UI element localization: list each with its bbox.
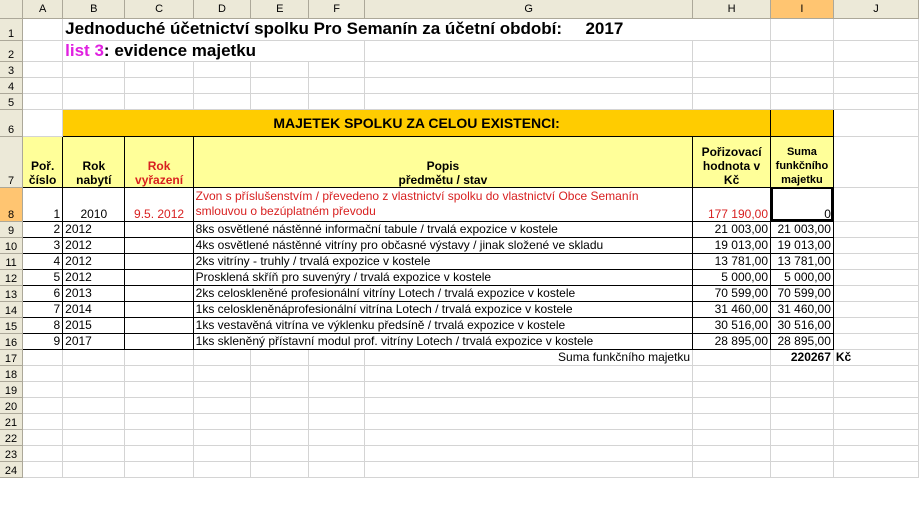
select-all-corner[interactable]: [0, 0, 23, 18]
cell-number[interactable]: 4: [23, 253, 63, 269]
header-popis[interactable]: [193, 136, 693, 187]
cell-value[interactable]: 177 190,00: [693, 187, 771, 221]
cell-number[interactable]: 7: [23, 301, 63, 317]
cell-removed[interactable]: [125, 301, 193, 317]
row-header[interactable]: 16: [0, 333, 23, 349]
row-header[interactable]: 6: [0, 109, 23, 136]
cell-value[interactable]: 21 003,00: [693, 221, 771, 237]
sheet-subtitle[interactable]: [63, 40, 365, 61]
column-header-i[interactable]: I: [771, 0, 834, 18]
header-suma[interactable]: Suma funkčního majetku: [771, 136, 834, 187]
row-header[interactable]: 13: [0, 285, 23, 301]
cell-sum[interactable]: 13 781,00: [771, 253, 834, 269]
title-year: 2017: [585, 19, 624, 38]
cell-description[interactable]: Prosklená skříň pro suvenýry / trvalá expozice v kostele: [193, 269, 693, 285]
cell-number[interactable]: 9: [23, 333, 63, 349]
cell-removed[interactable]: 9.5. 2012: [125, 187, 193, 221]
cell-value[interactable]: 70 599,00: [693, 285, 771, 301]
cell-value[interactable]: 30 516,00: [693, 317, 771, 333]
total-currency[interactable]: Kč: [833, 349, 918, 365]
column-header-a[interactable]: A: [23, 0, 63, 18]
cell-description[interactable]: 2ks celoskleněné profesionální vitríny Lotech / trvalá expozice v kostele: [193, 285, 693, 301]
cell-year[interactable]: 2014: [63, 301, 125, 317]
cell-description[interactable]: 4ks osvětlené nástěnné vitríny pro občasné výstavy / jinak složené ve skladu: [193, 237, 693, 253]
total-value[interactable]: 220267: [771, 349, 834, 365]
cell-sum[interactable]: 5 000,00: [771, 269, 834, 285]
cell-number[interactable]: 8: [23, 317, 63, 333]
header-rok-vyrazeni[interactable]: Rok vyřazení: [125, 136, 193, 187]
column-header-g[interactable]: G: [365, 0, 693, 18]
header-popis-line2: předmětu / stav: [398, 172, 488, 187]
row-header[interactable]: 21: [0, 413, 23, 429]
column-header-e[interactable]: E: [251, 0, 309, 18]
cell-description[interactable]: Zvon s příslušenstvím / převedeno z vlastnictví spolku do vlastnictví Obce Semanín smlouvou o bezúplatném převodu: [193, 187, 693, 221]
row-header[interactable]: 17: [0, 349, 23, 365]
header-rok-nabyti[interactable]: Rok nabytí: [63, 136, 125, 187]
cell-description[interactable]: 1ks celoskleněnáprofesionální vitrína Lotech / trvalá expozice v kostele: [193, 301, 693, 317]
row-header[interactable]: 15: [0, 317, 23, 333]
cell-sum[interactable]: 30 516,00: [771, 317, 834, 333]
row-header[interactable]: 20: [0, 397, 23, 413]
cell-sum[interactable]: 31 460,00: [771, 301, 834, 317]
row-header[interactable]: 8: [0, 187, 23, 221]
sheet-title-label: evidence majetku: [114, 40, 257, 60]
cell-year[interactable]: 2012: [63, 269, 125, 285]
cell-sum[interactable]: 28 895,00: [771, 333, 834, 349]
cell-number[interactable]: 6: [23, 285, 63, 301]
cell-removed[interactable]: [125, 253, 193, 269]
sheet-title[interactable]: [63, 18, 771, 40]
row-header[interactable]: 14: [0, 301, 23, 317]
cell-sum[interactable]: 70 599,00: [771, 285, 834, 301]
cell-description[interactable]: 1ks skleněný přístavní modul prof. vitríny Lotech / trvalá expozice v kostele: [193, 333, 693, 349]
row-header[interactable]: 5: [0, 93, 23, 109]
cell-sum[interactable]: 21 003,00: [771, 221, 834, 237]
cell-sum-selected[interactable]: 0: [771, 187, 834, 221]
column-header-b[interactable]: B: [63, 0, 125, 18]
column-header-c[interactable]: C: [125, 0, 193, 18]
row-header[interactable]: 22: [0, 429, 23, 445]
cell-value[interactable]: 31 460,00: [693, 301, 771, 317]
cell-value[interactable]: 5 000,00: [693, 269, 771, 285]
cell-removed[interactable]: [125, 333, 193, 349]
cell-description[interactable]: 2ks vitríny - truhly / trvalá expozice v kostele: [193, 253, 693, 269]
header-porizovaci-hodnota[interactable]: Pořizovací hodnota v Kč: [693, 136, 771, 187]
row-header[interactable]: 19: [0, 381, 23, 397]
cell-description[interactable]: 1ks vestavěná vitrína ve výklenku předsíně / trvalá expozice v kostele: [193, 317, 693, 333]
cell-year[interactable]: 2012: [63, 253, 125, 269]
row-header[interactable]: 23: [0, 445, 23, 461]
cell-value[interactable]: 19 013,00: [693, 237, 771, 253]
row-header[interactable]: 9: [0, 221, 23, 237]
banner-cell[interactable]: MAJETEK SPOLKU ZA CELOU EXISTENCI:: [63, 109, 771, 136]
total-label[interactable]: Suma funkčního majetku: [365, 349, 693, 365]
column-header-d[interactable]: D: [193, 0, 251, 18]
cell-year[interactable]: 2017: [63, 333, 125, 349]
cell-sum[interactable]: 19 013,00: [771, 237, 834, 253]
cell-removed[interactable]: [125, 221, 193, 237]
row-header[interactable]: 1: [0, 18, 23, 40]
column-header-j[interactable]: J: [833, 0, 918, 18]
row-header[interactable]: 12: [0, 269, 23, 285]
row-header[interactable]: 4: [0, 77, 23, 93]
column-header-f[interactable]: F: [309, 0, 365, 18]
cell-year[interactable]: 2010: [63, 187, 125, 221]
sheet-colon: :: [103, 40, 110, 60]
row-header[interactable]: 3: [0, 61, 23, 77]
cell-value[interactable]: 28 895,00: [693, 333, 771, 349]
cell-number[interactable]: 1: [23, 187, 63, 221]
row-header[interactable]: 2: [0, 40, 23, 61]
cell-year[interactable]: 2015: [63, 317, 125, 333]
cell-number[interactable]: 5: [23, 269, 63, 285]
header-por-cislo[interactable]: Poř. číslo: [23, 136, 63, 187]
cell-removed[interactable]: [125, 237, 193, 253]
cell-removed[interactable]: [125, 269, 193, 285]
title-text: Jednoduché účetnictví spolku Pro Semanín za účetní období:: [65, 19, 562, 38]
cell-value[interactable]: 13 781,00: [693, 253, 771, 269]
row-header[interactable]: 24: [0, 461, 23, 477]
banner-cell-i[interactable]: [771, 109, 834, 136]
cell-removed[interactable]: [125, 317, 193, 333]
cell-year[interactable]: 2012: [63, 221, 125, 237]
cell-number[interactable]: 2: [23, 221, 63, 237]
cell-year[interactable]: 2012: [63, 237, 125, 253]
row-header[interactable]: 18: [0, 365, 23, 381]
cell-description[interactable]: 8ks osvětlené nástěnné informační tabule / trvalá expozice v kostele: [193, 221, 693, 237]
row-header[interactable]: 10: [0, 237, 23, 253]
cell-year[interactable]: 2013: [63, 285, 125, 301]
header-popis-line1: Popis: [426, 158, 460, 173]
cell-number[interactable]: 3: [23, 237, 63, 253]
column-header-h[interactable]: H: [693, 0, 771, 18]
row-header[interactable]: 7: [0, 136, 23, 187]
row-header[interactable]: 11: [0, 253, 23, 269]
sheet-label: list 3: [65, 40, 104, 60]
cell-removed[interactable]: [125, 285, 193, 301]
